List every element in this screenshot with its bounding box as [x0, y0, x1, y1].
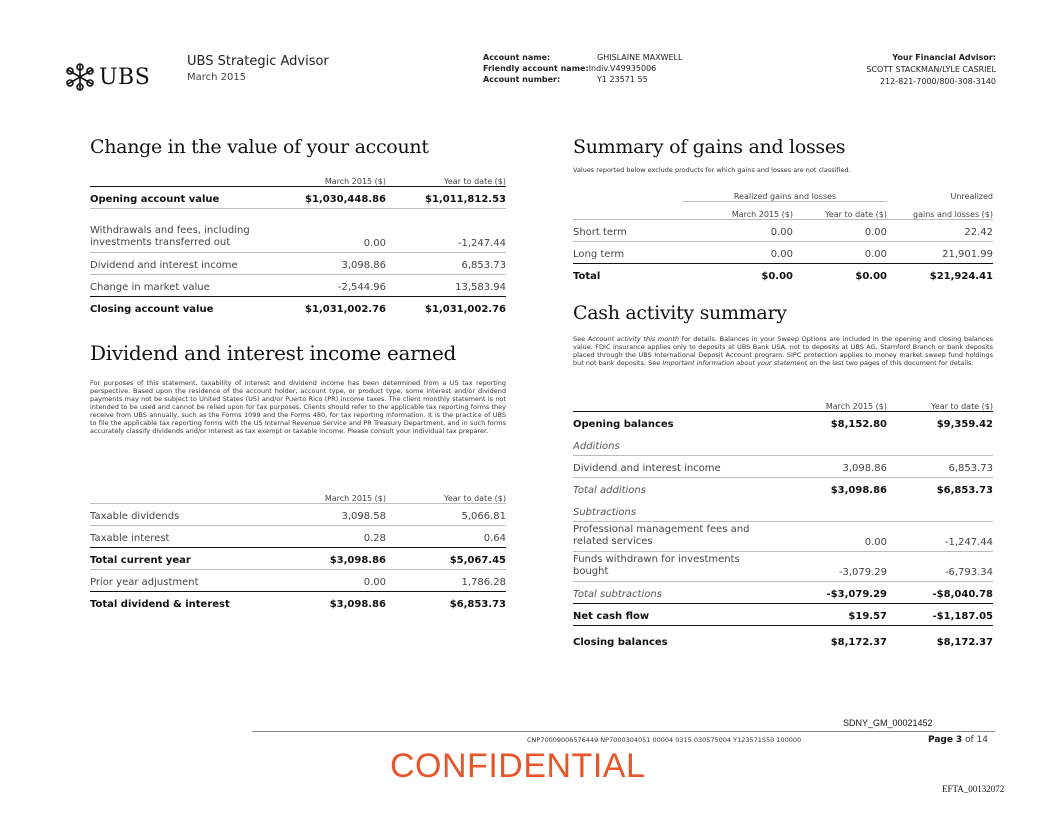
label-cell: Short term [573, 219, 683, 241]
table-row [573, 625, 993, 651]
table-row [573, 499, 993, 521]
ubs-logo-text: UBS [99, 64, 151, 90]
label-cell: Taxable interest [90, 525, 270, 547]
confidential-stamp: CONFIDENTIAL [390, 747, 646, 785]
value-cell: $5,067.45 [386, 547, 506, 569]
value-cell: $6,853.73 [887, 477, 993, 499]
value-cell: 0.00 [683, 219, 793, 241]
value-cell: -2,544.96 [270, 274, 386, 296]
ubs-keys-icon [64, 62, 96, 92]
value-cell: $9,359.42 [887, 411, 993, 433]
table-row [573, 433, 993, 455]
label-cell [887, 499, 993, 521]
value-cell: 0.00 [793, 241, 887, 263]
dividend-title: Dividend and interest income earned [90, 341, 456, 365]
value-cell: 6,853.73 [887, 455, 993, 477]
label-cell: Closing account value [90, 296, 270, 318]
table-row [573, 219, 993, 241]
label-cell [787, 433, 887, 455]
advisor-label: Your Financial Advisor: [892, 53, 996, 62]
value-cell: $1,031,002.76 [270, 296, 386, 318]
label-cell: Taxable dividends [90, 503, 270, 525]
advisor-phone: 212-821-7000/800-308-3140 [879, 77, 996, 86]
report-title: UBS Strategic Advisor [187, 54, 329, 69]
account-info [483, 52, 682, 85]
label-cell: Prior year adjustment [90, 569, 270, 591]
label-cell: Change in market value [90, 274, 270, 296]
value-cell: 3,098.58 [270, 503, 386, 525]
cash-title: Cash activity summary [573, 302, 787, 324]
table-row [90, 503, 506, 525]
table-row [90, 547, 506, 569]
table-row [573, 551, 993, 581]
table-row [90, 591, 506, 613]
barcode-text: CNP70009006576449 NP7000304051 00004 0315 030575004 Y123571S50 100000 [527, 736, 802, 744]
table-row [90, 252, 506, 274]
gains-col-month: March 2015 ($) [731, 209, 793, 219]
label-cell: Total dividend & interest [90, 591, 270, 613]
value-cell: $8,152.80 [787, 411, 887, 433]
label-cell: Net cash flow [573, 603, 787, 625]
table-row [573, 241, 993, 263]
change-col-ytd: Year to date ($) [444, 176, 506, 186]
change-value-title: Change in the value of your account [90, 136, 429, 158]
table-row [573, 455, 993, 477]
bates-number: SDNY_GM_00021452 [843, 718, 933, 728]
friendly-name-value: Indiv.V49935006 [588, 64, 657, 73]
label-cell [887, 433, 993, 455]
table-row [573, 581, 993, 603]
label-cell: Opening account value [90, 186, 270, 208]
value-cell: 3,098.86 [270, 252, 386, 274]
table-row [90, 525, 506, 547]
label-cell [787, 499, 887, 521]
dividend-table [90, 485, 506, 613]
account-name-label: Account name: [483, 53, 551, 62]
label-cell: Opening balances [573, 411, 787, 433]
label-cell: Additions [573, 440, 620, 452]
label-cell: Subtractions [573, 506, 637, 518]
value-cell: 13,583.94 [386, 274, 506, 296]
value-cell: -1,247.44 [887, 521, 993, 551]
value-cell: $8,172.37 [787, 625, 887, 651]
friendly-name-label: Friendly account name: [483, 64, 589, 73]
value-cell: $19.57 [787, 603, 887, 625]
value-cell: $1,011,812.53 [386, 186, 506, 208]
value-cell: 0.00 [270, 208, 386, 252]
label-cell: Closing balances [573, 625, 787, 651]
value-cell: 5,066.81 [386, 503, 506, 525]
label-cell: Dividend and interest income [573, 455, 787, 477]
table-row [573, 477, 993, 499]
value-cell: $1,030,448.86 [270, 186, 386, 208]
account-number-label: Account number: [483, 75, 561, 84]
value-cell: $0.00 [793, 263, 887, 285]
value-cell: 0.00 [787, 521, 887, 551]
label-cell: Total additions [573, 477, 787, 499]
report-date: March 2015 [187, 72, 247, 83]
gains-col-unrealized: gains and losses ($) [913, 209, 993, 219]
value-cell: $8,172.37 [887, 625, 993, 651]
change-col-month: March 2015 ($) [324, 176, 386, 186]
gains-title: Summary of gains and losses [573, 136, 846, 158]
gains-table [573, 183, 993, 285]
table-row [90, 186, 506, 208]
value-cell: 1,786.28 [386, 569, 506, 591]
value-cell: -$8,040.78 [887, 581, 993, 603]
table-row [573, 411, 993, 433]
value-cell: -1,247.44 [386, 208, 506, 252]
value-cell: 0.00 [270, 569, 386, 591]
label-cell: Withdrawals and fees, including investments transferred out [90, 208, 270, 252]
value-cell: 3,098.86 [787, 455, 887, 477]
value-cell: -3,079.29 [787, 551, 887, 581]
cash-col-ytd: Year to date ($) [931, 401, 993, 411]
table-row [573, 263, 993, 285]
realized-header: Realized gains and losses [683, 183, 887, 201]
cash-col-month: March 2015 ($) [825, 401, 887, 411]
label-cell: Total current year [90, 547, 270, 569]
table-row [90, 208, 506, 252]
value-cell: 0.28 [270, 525, 386, 547]
label-cell: Total subtractions [573, 581, 787, 603]
change-value-table [90, 168, 506, 318]
dividend-col-month: March 2015 ($) [324, 493, 386, 503]
label-cell: Dividend and interest income [90, 252, 270, 274]
advisor-info [866, 52, 996, 88]
value-cell: 0.00 [793, 219, 887, 241]
value-cell: $6,853.73 [386, 591, 506, 613]
value-cell: 0.00 [683, 241, 793, 263]
table-row [90, 296, 506, 318]
gains-note: Values reported below exclude products for which gains and losses are not classified. [573, 166, 851, 174]
ubs-logo [64, 57, 164, 97]
label-cell: Professional management fees and related services [573, 521, 787, 551]
cash-note: See Account activity this month for details. Balances in your Sweep Options are included in the opening and closing balances value. FDIC insurance applies only to deposits at UBS Bank USA, not to deposits at UBS AG, Stamford Branch or bank deposits placed through the UBS International Deposit Account program. SIPC protection applies to money market sweep fund holdings but not bank deposits. See Important information about your statement on the last two pages of this document for details. [573, 335, 993, 367]
cash-table [573, 393, 993, 651]
value-cell: $3,098.86 [270, 547, 386, 569]
value-cell: 21,901.99 [887, 241, 993, 263]
table-row [90, 274, 506, 296]
value-cell: $3,098.86 [787, 477, 887, 499]
value-cell: 0.64 [386, 525, 506, 547]
label-cell: Total [573, 263, 683, 285]
value-cell: -$1,187.05 [887, 603, 993, 625]
value-cell: 22.42 [887, 219, 993, 241]
table-row [573, 521, 993, 551]
value-cell: -6,793.34 [887, 551, 993, 581]
account-number-value: Y1 23571 55 [597, 75, 648, 84]
gains-col-ytd: Year to date ($) [825, 209, 887, 219]
unrealized-header: Unrealized [950, 192, 993, 201]
dividend-col-ytd: Year to date ($) [444, 493, 506, 503]
value-cell: $1,031,002.76 [386, 296, 506, 318]
footer-divider [252, 731, 995, 732]
account-name-value: GHISLAINE MAXWELL [597, 53, 683, 62]
value-cell: -$3,079.29 [787, 581, 887, 603]
table-row [90, 569, 506, 591]
value-cell: 6,853.73 [386, 252, 506, 274]
advisor-name: SCOTT STACKMAN/LYLE CASRIEL [866, 65, 996, 74]
efta-number: EFTA_00132072 [942, 784, 1005, 794]
table-row [573, 603, 993, 625]
dividend-note: For purposes of this statement, taxability of interest and dividend income has been determined from a US tax reporting perspective. Based upon the residence of the account holder, account type, or product type, some interest and/or dividend payments may not be subject to United States (US) and/or Puerto Rico (PR) income taxes. The client monthly statement is not intended to be used and cannot be relied upon for tax purposes. Clients should refer to the applicable tax reporting forms they receive from UBS annually, such as the Forms 1099 and the Forms 480, for tax reporting information. It is the practice of UBS to file the applicable tax reporting forms with the US Internal Revenue Service and PR Treasury Department, and in such forms accurately classify dividends and/or interest as tax exempt or taxable income. Please consult your individual tax preparer. [90, 379, 506, 435]
value-cell: $0.00 [683, 263, 793, 285]
label-cell: Funds withdrawn for investments bought [573, 551, 787, 581]
page-number: Page 3 of 14 [928, 735, 988, 745]
value-cell: $21,924.41 [887, 263, 993, 285]
label-cell: Long term [573, 241, 683, 263]
value-cell: $3,098.86 [270, 591, 386, 613]
